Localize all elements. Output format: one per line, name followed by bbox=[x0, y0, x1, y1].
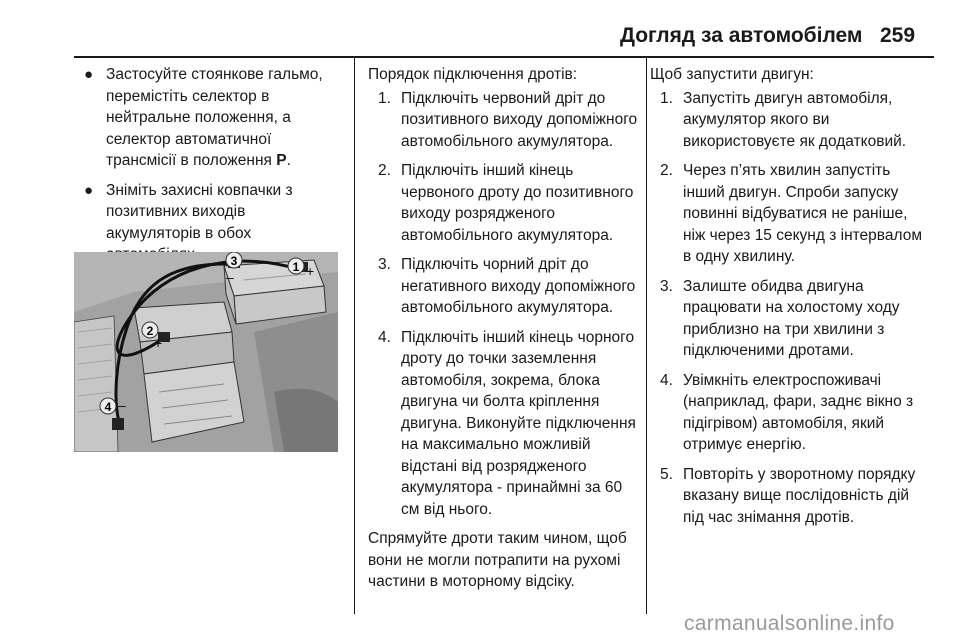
svg-text:–: – bbox=[226, 269, 234, 285]
start-step: 5. Повторіть у зворотному порядку вказану вище послідовність дій під час знімання дротів. bbox=[660, 465, 916, 526]
header-rule bbox=[74, 56, 934, 58]
clamp-4 bbox=[112, 418, 124, 430]
bullet-icon: ● bbox=[84, 181, 94, 199]
column-divider-2 bbox=[646, 58, 647, 614]
svg-text:–: – bbox=[118, 397, 126, 413]
start-step: 4. Увімкніть електроспоживачі (наприклад, фари, заднє вікно з підігрівом) автомобіля, який отримує енергію. bbox=[660, 371, 914, 453]
start-step: 3. Залиште обидва двигуна працювати на холостому ходу приблизно на три хвилини з підключеними дротами. bbox=[660, 277, 900, 359]
page-title: Догляд за автомобілем bbox=[620, 24, 863, 47]
jump-start-illustration bbox=[74, 252, 338, 452]
column-1 bbox=[80, 64, 342, 274]
gear-selector-p: P bbox=[276, 152, 287, 169]
start-step: 2. Через п’ять хвилин запустіть інший двигун. Спроби запуску повинні відбуватися не раніше, ніж через 15 секунд з інтервалом в одну хвилину. bbox=[660, 162, 922, 265]
svg-text:4: 4 bbox=[104, 400, 112, 414]
connection-step: 3. Підключіть чорний дріт до негативного виходу допоміжного автомобільного акумулятора. bbox=[378, 256, 636, 316]
svg-text:3: 3 bbox=[230, 254, 238, 268]
column-3 bbox=[650, 64, 928, 536]
svg-text:1: 1 bbox=[292, 260, 300, 274]
connection-intro: Порядок підключення дротів: bbox=[368, 66, 578, 83]
column-divider-1 bbox=[354, 58, 355, 614]
column-2 bbox=[368, 64, 638, 595]
bullet-text: Зніміть захисні ковпачки з позитивних виходів акумуляторів в обох bbox=[106, 181, 293, 242]
bullet-item bbox=[80, 64, 342, 172]
start-intro: Щоб запустити двигун: bbox=[650, 66, 814, 83]
bullet-icon: ● bbox=[84, 66, 94, 83]
start-step: 1. Запустіть двигун автомобіля, акумулятор якого ви використовуєте як додатковий. bbox=[660, 89, 907, 150]
bullet-text: Застосуйте стоянкове гальмо, перемістіть селектор в нейтральне положення, а селектор автоматичної трансмісії в положення bbox=[106, 66, 323, 169]
watermark: carmanualsonline.info bbox=[684, 612, 895, 635]
callout-4 bbox=[100, 397, 126, 414]
connection-step: 1. Підключіть червоний дріт до позитивного виходу допоміжного автомобільного акумулятора. bbox=[378, 89, 638, 150]
routing-note: Спрямуйте дроти таким чином, щоб вони не могли потрапити на рухомі частини в моторному відсіку. bbox=[368, 530, 627, 590]
svg-text:+: + bbox=[154, 335, 163, 351]
connection-step: 2. Підключіть інший кінець червоного дроту до позитивного виходу розрядженого автомобільного акумулятора. bbox=[378, 162, 634, 244]
connection-step: 4. Підключіть інший кінець чорного дроту до точки заземлення автомобіля, зокрема, блока двигуна чи болта кріплення двигуна. Виконуйте підключення на максимально можливій відстані від розрядженого акумулятора - принаймні за 60 см від нього. bbox=[378, 328, 636, 518]
radiator bbox=[74, 316, 118, 452]
bullet-end: . bbox=[286, 152, 291, 169]
page-number: 259 bbox=[880, 24, 916, 47]
svg-text:2: 2 bbox=[146, 324, 154, 338]
wheel-arch bbox=[274, 389, 338, 452]
svg-text:+: + bbox=[306, 263, 315, 279]
